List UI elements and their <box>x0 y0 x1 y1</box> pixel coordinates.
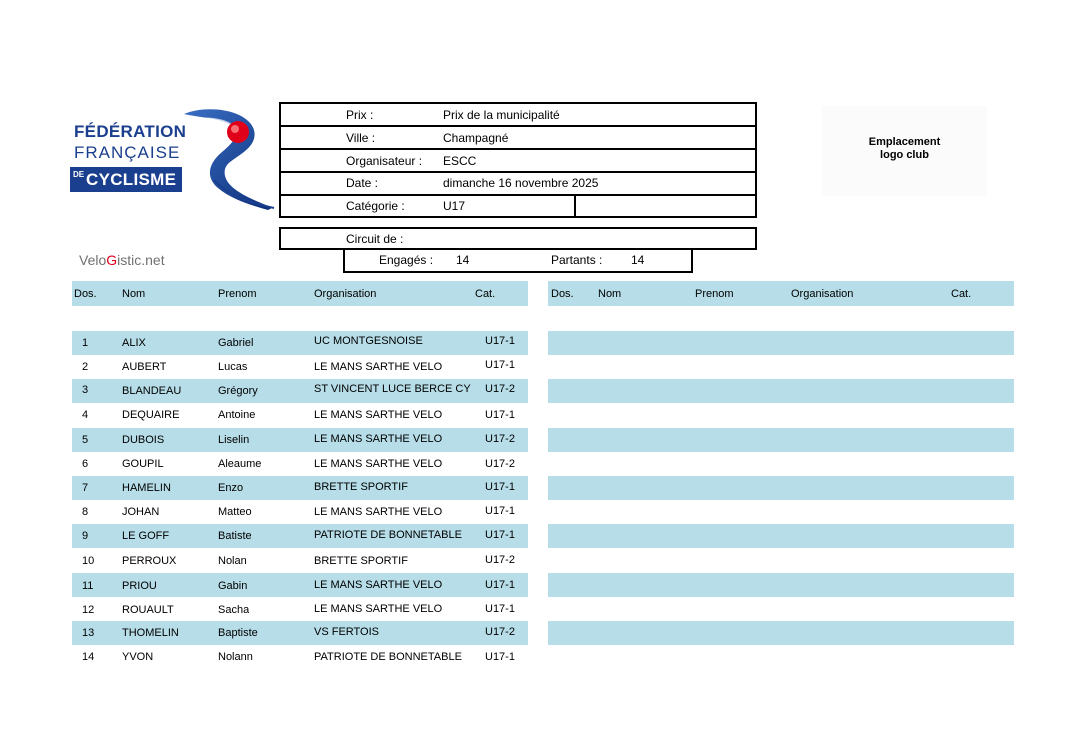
cell-organisation: PATRIOTE DE BONNETABLE <box>314 651 462 663</box>
cell-nom: DUBOIS <box>122 434 165 446</box>
categorie-value: U17 <box>443 199 466 213</box>
cell-prenom: Gabin <box>218 580 248 592</box>
cell-cat: U17-2 <box>485 458 515 470</box>
club-logo-line2: logo club <box>880 149 929 161</box>
club-logo-text <box>822 136 987 162</box>
col-organisation-header: Organisation <box>314 288 377 300</box>
cell-prenom: Antoine <box>218 409 256 421</box>
cell-cat: U17-1 <box>485 603 515 615</box>
cell-organisation: VS FERTOIS <box>314 626 380 638</box>
table-row <box>548 476 1014 500</box>
col-cat-header: Cat. <box>475 288 496 300</box>
cell-cat: U17-2 <box>485 433 515 445</box>
table-row <box>72 355 528 379</box>
table-row <box>72 524 528 548</box>
cell-dos: 6 <box>82 458 89 470</box>
ffc-logo <box>70 106 275 212</box>
table-row <box>72 403 528 427</box>
cell-cat: U17-1 <box>485 505 515 517</box>
logo-federation-text: FÉDÉRATION <box>74 122 187 141</box>
cell-dos: 1 <box>82 337 89 349</box>
partants-value: 14 <box>631 253 645 267</box>
col-dos-header: Dos. <box>74 288 97 300</box>
table-row <box>548 379 1014 403</box>
cell-prenom: Batiste <box>218 530 252 542</box>
cell-nom: DEQUAIRE <box>122 409 180 421</box>
cell-dos: 12 <box>82 604 95 616</box>
categorie-label: Catégorie : <box>346 199 405 213</box>
cell-prenom: Enzo <box>218 482 244 494</box>
cyclist-swoosh-icon <box>178 106 278 212</box>
table-row <box>72 645 528 669</box>
cell-dos: 4 <box>82 409 89 421</box>
cell-dos: 9 <box>82 530 89 542</box>
club-logo-line1: Emplacement <box>868 136 941 148</box>
table-row <box>548 573 1014 597</box>
table-row <box>72 549 528 573</box>
club-logo-placeholder <box>822 106 987 196</box>
cell-organisation: LE MANS SARTHE VELO <box>314 458 443 470</box>
table-row <box>72 597 528 621</box>
prix-label: Prix : <box>346 108 374 122</box>
cell-nom: GOUPIL <box>122 458 164 470</box>
logo-cyclisme-text: CYCLISME <box>86 170 177 189</box>
cell-dos: 10 <box>82 555 95 567</box>
velogistic-suffix: istic.net <box>117 252 165 268</box>
circuit-label: Circuit de : <box>346 232 404 246</box>
cell-prenom: Baptiste <box>218 627 258 639</box>
table-row <box>548 524 1014 548</box>
cell-prenom: Nolan <box>218 555 247 567</box>
circuit-row <box>279 228 757 250</box>
cell-organisation: LE MANS SARTHE VELO <box>314 506 443 518</box>
cell-organisation: UC MONTGESNOISE <box>314 335 423 347</box>
organisateur-value: ESCC <box>443 154 477 168</box>
table-row <box>72 379 528 403</box>
cell-cat: U17-1 <box>485 529 515 541</box>
velogistic-accent: G <box>106 252 118 268</box>
table-row <box>72 500 528 524</box>
table-row <box>72 428 528 452</box>
cell-cat: U17-1 <box>485 651 515 663</box>
ville-row <box>279 127 757 149</box>
cell-organisation: LE MANS SARTHE VELO <box>314 579 443 591</box>
categorie-row <box>279 195 757 217</box>
partants-label: Partants : <box>551 253 603 267</box>
cell-cat: U17-2 <box>485 626 515 638</box>
cell-organisation: LE MANS SARTHE VELO <box>314 361 443 373</box>
cell-dos: 13 <box>82 627 95 639</box>
cell-prenom: Nolann <box>218 651 253 663</box>
cell-organisation: ST VINCENT LUCE BERCE CY <box>314 383 471 395</box>
cell-cat: U17-2 <box>485 383 515 395</box>
cell-nom: THOMELIN <box>122 627 179 639</box>
logo-de-text: DE <box>73 170 85 179</box>
cell-prenom: Grégory <box>218 385 258 397</box>
col-prenom-header: Prenom <box>218 288 257 300</box>
cell-cat: U17-2 <box>485 554 515 566</box>
table-row <box>72 331 528 355</box>
prix-value: Prix de la municipalité <box>443 108 560 122</box>
cell-nom: ALIX <box>122 337 146 349</box>
table-row <box>548 428 1014 452</box>
col-nom-header: Nom <box>122 288 146 300</box>
cell-dos: 3 <box>82 384 89 396</box>
ville-label: Ville : <box>346 131 376 145</box>
organisateur-label: Organisateur : <box>346 154 423 168</box>
date-label: Date : <box>346 176 379 190</box>
cell-nom: BLANDEAU <box>122 385 182 397</box>
ville-value: Champagné <box>443 131 509 145</box>
table-row <box>548 621 1014 645</box>
cell-nom: JOHAN <box>122 506 160 518</box>
cell-nom: PERROUX <box>122 555 177 567</box>
cell-cat: U17-1 <box>485 335 515 347</box>
col-nom-header: Nom <box>598 288 622 300</box>
table-row <box>548 331 1014 355</box>
col-cat-header: Cat. <box>951 288 972 300</box>
cell-nom: AUBERT <box>122 361 167 373</box>
logo-francaise-text: FRANÇAISE <box>74 143 181 162</box>
velogistic-prefix: Velo <box>79 252 107 268</box>
cell-dos: 14 <box>82 651 95 663</box>
table-row <box>72 476 528 500</box>
prix-row <box>279 104 757 126</box>
table-row <box>72 452 528 476</box>
cell-nom: YVON <box>122 651 154 663</box>
cell-dos: 2 <box>82 361 89 373</box>
cell-nom: PRIOU <box>122 580 157 592</box>
cell-organisation: PATRIOTE DE BONNETABLE <box>314 529 462 541</box>
col-organisation-header: Organisation <box>791 288 854 300</box>
cell-organisation: LE MANS SARTHE VELO <box>314 603 443 615</box>
cell-cat: U17-1 <box>485 579 515 591</box>
cell-organisation: LE MANS SARTHE VELO <box>314 433 443 445</box>
cell-dos: 5 <box>82 434 89 446</box>
cell-dos: 11 <box>82 580 94 592</box>
col-dos-header: Dos. <box>551 288 574 300</box>
engages-label: Engagés : <box>379 253 434 267</box>
cell-prenom: Aleaume <box>218 458 262 470</box>
cell-organisation: BRETTE SPORTIF <box>314 555 408 567</box>
cell-prenom: Liselin <box>218 434 250 446</box>
cell-organisation: BRETTE SPORTIF <box>314 481 408 493</box>
cell-cat: U17-1 <box>485 359 515 371</box>
cell-dos: 7 <box>82 482 89 494</box>
cell-cat: U17-1 <box>485 481 515 493</box>
cell-nom: HAMELIN <box>122 482 171 494</box>
cell-nom: ROUAULT <box>122 604 174 616</box>
cell-dos: 8 <box>82 506 89 518</box>
cell-organisation: LE MANS SARTHE VELO <box>314 409 443 421</box>
cell-prenom: Sacha <box>218 604 250 616</box>
table-row <box>72 573 528 597</box>
date-row <box>279 172 757 194</box>
cell-nom: LE GOFF <box>122 530 170 542</box>
cell-prenom: Gabriel <box>218 337 254 349</box>
table-row <box>72 621 528 645</box>
cell-prenom: Lucas <box>218 361 248 373</box>
velogistic-brand <box>79 252 165 268</box>
date-value: dimanche 16 novembre 2025 <box>443 176 599 190</box>
col-prenom-header: Prenom <box>695 288 734 300</box>
organisateur-row <box>279 150 757 172</box>
engages-value: 14 <box>456 253 470 267</box>
cell-cat: U17-1 <box>485 409 515 421</box>
cell-prenom: Matteo <box>218 506 252 518</box>
